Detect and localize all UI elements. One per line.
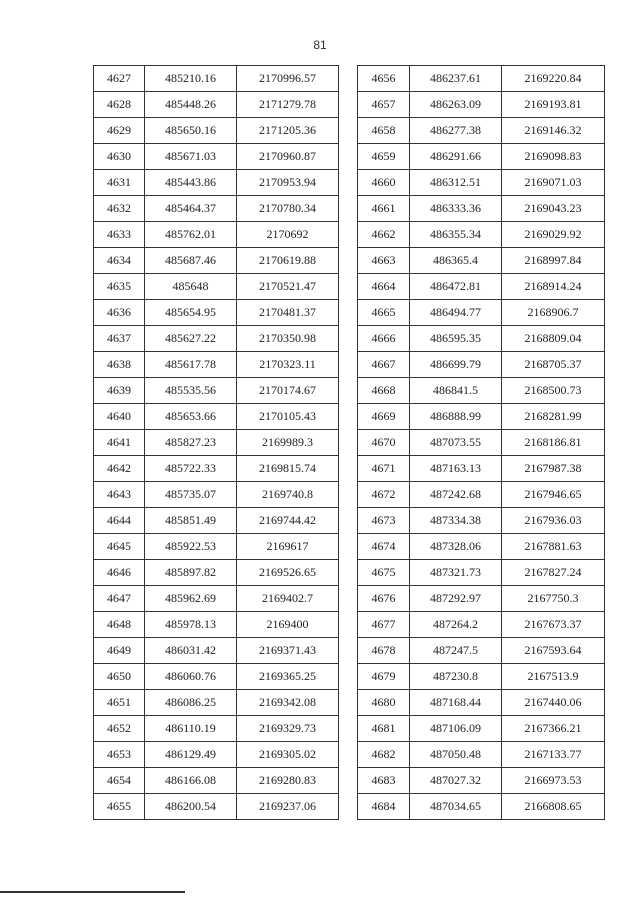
point-number-cell: 4661 [358, 196, 410, 222]
point-number-cell: 4664 [358, 274, 410, 300]
table-row [358, 430, 605, 456]
y-coordinate-cell: 2170953.94 [237, 170, 339, 196]
coordinate-table-right [357, 65, 605, 820]
y-coordinate-cell: 2167366.21 [502, 716, 605, 742]
table-row [94, 508, 339, 534]
point-number-cell: 4673 [358, 508, 410, 534]
point-number-cell: 4645 [94, 534, 145, 560]
x-coordinate-cell: 487034.65 [410, 794, 502, 820]
x-coordinate-cell: 487264.2 [410, 612, 502, 638]
y-coordinate-cell: 2169280.83 [237, 768, 339, 794]
x-coordinate-cell: 487073.55 [410, 430, 502, 456]
x-coordinate-cell: 485687.46 [145, 248, 237, 274]
point-number-cell: 4668 [358, 378, 410, 404]
point-number-cell: 4652 [94, 716, 145, 742]
point-number-cell: 4641 [94, 430, 145, 456]
table-row [358, 638, 605, 664]
table-row [94, 170, 339, 196]
table-row [358, 222, 605, 248]
x-coordinate-cell: 486129.49 [145, 742, 237, 768]
point-number-cell: 4665 [358, 300, 410, 326]
y-coordinate-cell: 2167946.65 [502, 482, 605, 508]
point-number-cell: 4680 [358, 690, 410, 716]
table-row [358, 118, 605, 144]
table-row [94, 638, 339, 664]
table-row [94, 274, 339, 300]
point-number-cell: 4634 [94, 248, 145, 274]
point-number-cell: 4671 [358, 456, 410, 482]
table-row [94, 144, 339, 170]
y-coordinate-cell: 2170619.88 [237, 248, 339, 274]
y-coordinate-cell: 2168705.37 [502, 352, 605, 378]
table-row [358, 794, 605, 820]
point-number-cell: 4629 [94, 118, 145, 144]
x-coordinate-cell: 485653.66 [145, 404, 237, 430]
point-number-cell: 4636 [94, 300, 145, 326]
table-row [358, 196, 605, 222]
x-coordinate-cell: 485650.16 [145, 118, 237, 144]
table-row [94, 352, 339, 378]
x-coordinate-cell: 485448.26 [145, 92, 237, 118]
point-number-cell: 4646 [94, 560, 145, 586]
table-row [358, 378, 605, 404]
x-coordinate-cell: 485827.23 [145, 430, 237, 456]
x-coordinate-cell: 486263.09 [410, 92, 502, 118]
x-coordinate-cell: 485464.37 [145, 196, 237, 222]
table-row [94, 768, 339, 794]
table-row [358, 690, 605, 716]
x-coordinate-cell: 487328.06 [410, 534, 502, 560]
point-number-cell: 4655 [94, 794, 145, 820]
table-row [358, 508, 605, 534]
table-row [94, 664, 339, 690]
table-row [358, 664, 605, 690]
point-number-cell: 4662 [358, 222, 410, 248]
y-coordinate-cell: 2169617 [237, 534, 339, 560]
table-row [358, 534, 605, 560]
table-row [94, 456, 339, 482]
point-number-cell: 4679 [358, 664, 410, 690]
point-number-cell: 4659 [358, 144, 410, 170]
x-coordinate-cell: 486888.99 [410, 404, 502, 430]
x-coordinate-cell: 485654.95 [145, 300, 237, 326]
y-coordinate-cell: 2168281.99 [502, 404, 605, 430]
x-coordinate-cell: 487230.8 [410, 664, 502, 690]
x-coordinate-cell: 487163.13 [410, 456, 502, 482]
point-number-cell: 4667 [358, 352, 410, 378]
point-number-cell: 4631 [94, 170, 145, 196]
table-row [358, 352, 605, 378]
point-number-cell: 4632 [94, 196, 145, 222]
point-number-cell: 4643 [94, 482, 145, 508]
x-coordinate-cell: 486166.08 [145, 768, 237, 794]
y-coordinate-cell: 2170481.37 [237, 300, 339, 326]
x-coordinate-cell: 486365.4 [410, 248, 502, 274]
point-number-cell: 4649 [94, 638, 145, 664]
point-number-cell: 4638 [94, 352, 145, 378]
x-coordinate-cell: 487334.38 [410, 508, 502, 534]
table-row [94, 482, 339, 508]
y-coordinate-cell: 2167673.37 [502, 612, 605, 638]
y-coordinate-cell: 2170105.43 [237, 404, 339, 430]
point-number-cell: 4684 [358, 794, 410, 820]
table-row [358, 274, 605, 300]
y-coordinate-cell: 2169029.92 [502, 222, 605, 248]
x-coordinate-cell: 487027.32 [410, 768, 502, 794]
x-coordinate-cell: 487106.09 [410, 716, 502, 742]
y-coordinate-cell: 2170960.87 [237, 144, 339, 170]
y-coordinate-cell: 2169193.81 [502, 92, 605, 118]
table-row [94, 92, 339, 118]
x-coordinate-cell: 487292.97 [410, 586, 502, 612]
x-coordinate-cell: 485978.13 [145, 612, 237, 638]
point-number-cell: 4630 [94, 144, 145, 170]
point-number-cell: 4660 [358, 170, 410, 196]
table-row [358, 170, 605, 196]
x-coordinate-cell: 486277.38 [410, 118, 502, 144]
y-coordinate-cell: 2169098.83 [502, 144, 605, 170]
y-coordinate-cell: 2170521.47 [237, 274, 339, 300]
table-row [358, 768, 605, 794]
point-number-cell: 4658 [358, 118, 410, 144]
x-coordinate-cell: 486472.81 [410, 274, 502, 300]
x-coordinate-cell: 485735.07 [145, 482, 237, 508]
point-number-cell: 4676 [358, 586, 410, 612]
table-row [358, 612, 605, 638]
y-coordinate-cell: 2167133.77 [502, 742, 605, 768]
x-coordinate-cell: 487321.73 [410, 560, 502, 586]
x-coordinate-cell: 485627.22 [145, 326, 237, 352]
x-coordinate-cell: 486699.79 [410, 352, 502, 378]
point-number-cell: 4678 [358, 638, 410, 664]
x-coordinate-cell: 487242.68 [410, 482, 502, 508]
table-row [94, 560, 339, 586]
page-number: 81 [313, 38, 327, 52]
point-number-cell: 4663 [358, 248, 410, 274]
table-row [358, 742, 605, 768]
point-number-cell: 4639 [94, 378, 145, 404]
y-coordinate-cell: 2169342.08 [237, 690, 339, 716]
y-coordinate-cell: 2169744.42 [237, 508, 339, 534]
point-number-cell: 4640 [94, 404, 145, 430]
y-coordinate-cell: 2167750.3 [502, 586, 605, 612]
point-number-cell: 4648 [94, 612, 145, 638]
point-number-cell: 4633 [94, 222, 145, 248]
point-number-cell: 4635 [94, 274, 145, 300]
point-number-cell: 4657 [358, 92, 410, 118]
x-coordinate-cell: 486355.34 [410, 222, 502, 248]
y-coordinate-cell: 2170780.34 [237, 196, 339, 222]
y-coordinate-cell: 2167881.63 [502, 534, 605, 560]
table-row [94, 690, 339, 716]
point-number-cell: 4644 [94, 508, 145, 534]
point-number-cell: 4675 [358, 560, 410, 586]
y-coordinate-cell: 2169237.06 [237, 794, 339, 820]
coordinate-table-left [93, 65, 339, 820]
y-coordinate-cell: 2168914.24 [502, 274, 605, 300]
x-coordinate-cell: 485617.78 [145, 352, 237, 378]
table-row [358, 300, 605, 326]
y-coordinate-cell: 2167987.38 [502, 456, 605, 482]
y-coordinate-cell: 2167936.03 [502, 508, 605, 534]
y-coordinate-cell: 2171279.78 [237, 92, 339, 118]
y-coordinate-cell: 2169400 [237, 612, 339, 638]
table-row [358, 586, 605, 612]
footnote-rule [0, 891, 185, 893]
table-row [94, 300, 339, 326]
y-coordinate-cell: 2170996.57 [237, 66, 339, 92]
y-coordinate-cell: 2171205.36 [237, 118, 339, 144]
point-number-cell: 4670 [358, 430, 410, 456]
y-coordinate-cell: 2169740.8 [237, 482, 339, 508]
x-coordinate-cell: 486086.25 [145, 690, 237, 716]
point-number-cell: 4651 [94, 690, 145, 716]
x-coordinate-cell: 485722.33 [145, 456, 237, 482]
x-coordinate-cell: 486333.36 [410, 196, 502, 222]
table-row [94, 196, 339, 222]
x-coordinate-cell: 485210.16 [145, 66, 237, 92]
table-row [94, 716, 339, 742]
x-coordinate-cell: 487247.5 [410, 638, 502, 664]
point-number-cell: 4683 [358, 768, 410, 794]
point-number-cell: 4656 [358, 66, 410, 92]
y-coordinate-cell: 2167827.24 [502, 560, 605, 586]
point-number-cell: 4666 [358, 326, 410, 352]
table-row [358, 66, 605, 92]
table-row [94, 534, 339, 560]
table-row [358, 144, 605, 170]
x-coordinate-cell: 485897.82 [145, 560, 237, 586]
x-coordinate-cell: 486110.19 [145, 716, 237, 742]
y-coordinate-cell: 2168906.7 [502, 300, 605, 326]
table-row [358, 716, 605, 742]
x-coordinate-cell: 487050.48 [410, 742, 502, 768]
x-coordinate-cell: 486060.76 [145, 664, 237, 690]
x-coordinate-cell: 485535.56 [145, 378, 237, 404]
point-number-cell: 4637 [94, 326, 145, 352]
x-coordinate-cell: 486494.77 [410, 300, 502, 326]
point-number-cell: 4627 [94, 66, 145, 92]
point-number-cell: 4654 [94, 768, 145, 794]
y-coordinate-cell: 2170323.11 [237, 352, 339, 378]
point-number-cell: 4669 [358, 404, 410, 430]
x-coordinate-cell: 486237.61 [410, 66, 502, 92]
y-coordinate-cell: 2169043.23 [502, 196, 605, 222]
y-coordinate-cell: 2169815.74 [237, 456, 339, 482]
point-number-cell: 4650 [94, 664, 145, 690]
y-coordinate-cell: 2168809.04 [502, 326, 605, 352]
table-row [358, 92, 605, 118]
table-row [94, 378, 339, 404]
y-coordinate-cell: 2166808.65 [502, 794, 605, 820]
x-coordinate-cell: 486841.5 [410, 378, 502, 404]
y-coordinate-cell: 2169371.43 [237, 638, 339, 664]
table-row [94, 118, 339, 144]
y-coordinate-cell: 2169402.7 [237, 586, 339, 612]
table-row [94, 404, 339, 430]
point-number-cell: 4653 [94, 742, 145, 768]
x-coordinate-cell: 485762.01 [145, 222, 237, 248]
table-row [94, 586, 339, 612]
point-number-cell: 4672 [358, 482, 410, 508]
table-row [358, 404, 605, 430]
table-row [94, 248, 339, 274]
table-row [358, 560, 605, 586]
y-coordinate-cell: 2168997.84 [502, 248, 605, 274]
y-coordinate-cell: 2166973.53 [502, 768, 605, 794]
y-coordinate-cell: 2169305.02 [237, 742, 339, 768]
table-row [358, 482, 605, 508]
x-coordinate-cell: 485648 [145, 274, 237, 300]
y-coordinate-cell: 2169146.32 [502, 118, 605, 144]
y-coordinate-cell: 2168186.81 [502, 430, 605, 456]
y-coordinate-cell: 2169989.3 [237, 430, 339, 456]
x-coordinate-cell: 485851.49 [145, 508, 237, 534]
x-coordinate-cell: 485671.03 [145, 144, 237, 170]
point-number-cell: 4628 [94, 92, 145, 118]
y-coordinate-cell: 2170174.67 [237, 378, 339, 404]
x-coordinate-cell: 485443.86 [145, 170, 237, 196]
point-number-cell: 4681 [358, 716, 410, 742]
x-coordinate-cell: 485922.53 [145, 534, 237, 560]
point-number-cell: 4682 [358, 742, 410, 768]
y-coordinate-cell: 2170692 [237, 222, 339, 248]
table-row [358, 326, 605, 352]
table-row [94, 794, 339, 820]
y-coordinate-cell: 2168500.73 [502, 378, 605, 404]
y-coordinate-cell: 2169526.65 [237, 560, 339, 586]
table-row [94, 430, 339, 456]
y-coordinate-cell: 2169071.03 [502, 170, 605, 196]
point-number-cell: 4674 [358, 534, 410, 560]
table-row [94, 66, 339, 92]
x-coordinate-cell: 485962.69 [145, 586, 237, 612]
table-row [358, 456, 605, 482]
y-coordinate-cell: 2169220.84 [502, 66, 605, 92]
table-row [94, 612, 339, 638]
x-coordinate-cell: 486291.66 [410, 144, 502, 170]
y-coordinate-cell: 2167513.9 [502, 664, 605, 690]
x-coordinate-cell: 486200.54 [145, 794, 237, 820]
table-row [94, 222, 339, 248]
point-number-cell: 4642 [94, 456, 145, 482]
point-number-cell: 4677 [358, 612, 410, 638]
x-coordinate-cell: 486595.35 [410, 326, 502, 352]
table-row [94, 742, 339, 768]
x-coordinate-cell: 486312.51 [410, 170, 502, 196]
x-coordinate-cell: 486031.42 [145, 638, 237, 664]
y-coordinate-cell: 2169365.25 [237, 664, 339, 690]
y-coordinate-cell: 2170350.98 [237, 326, 339, 352]
x-coordinate-cell: 487168.44 [410, 690, 502, 716]
table-row [358, 248, 605, 274]
y-coordinate-cell: 2167593.64 [502, 638, 605, 664]
y-coordinate-cell: 2169329.73 [237, 716, 339, 742]
table-row [94, 326, 339, 352]
point-number-cell: 4647 [94, 586, 145, 612]
y-coordinate-cell: 2167440.06 [502, 690, 605, 716]
